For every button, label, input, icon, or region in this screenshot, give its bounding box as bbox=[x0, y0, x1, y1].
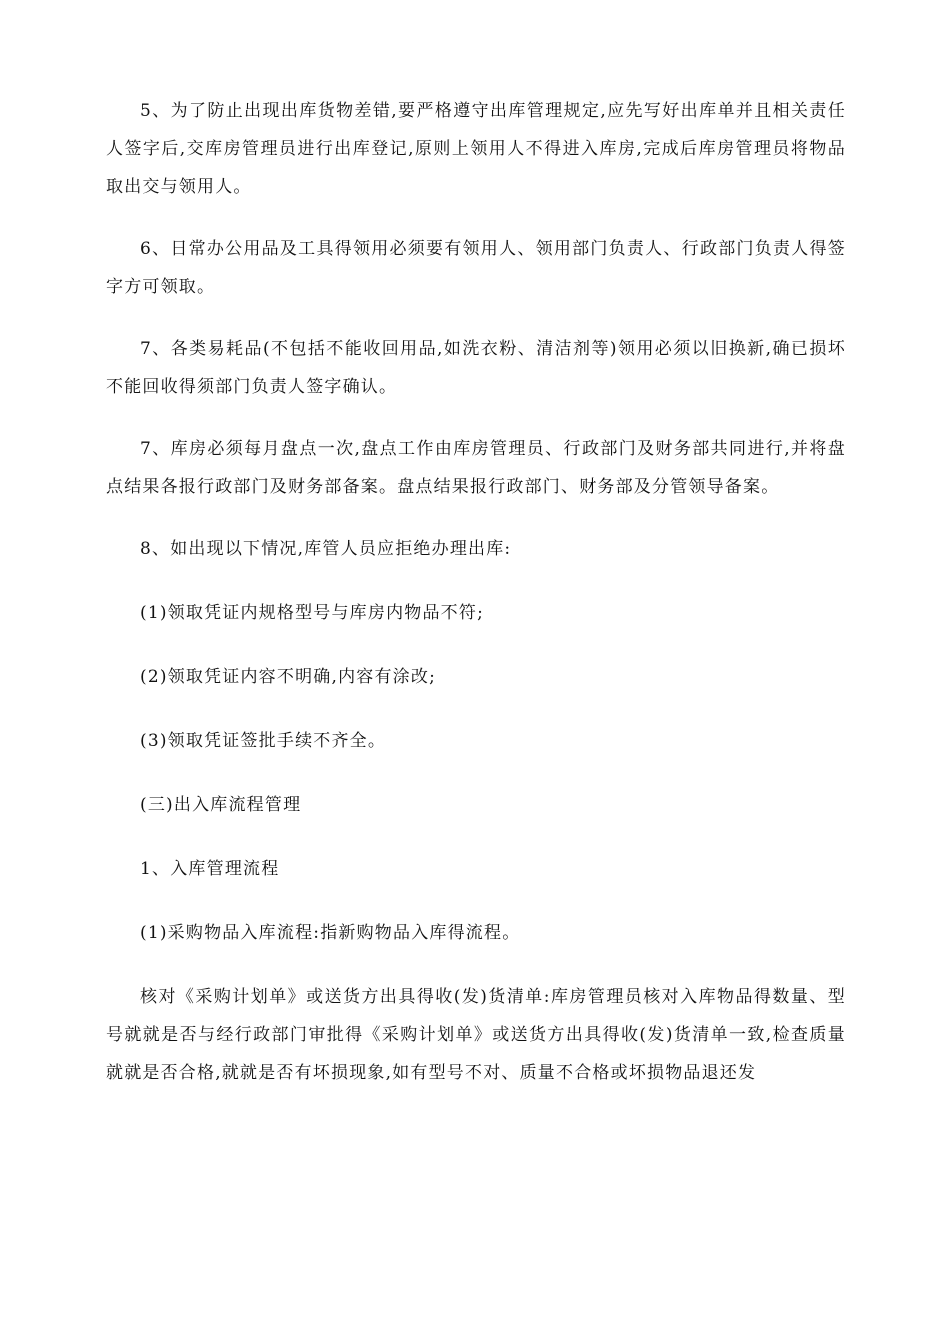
document-body bbox=[106, 92, 846, 1092]
list-item-refusal-3: (3)领取凭证签批手续不齐全。 bbox=[140, 731, 387, 751]
list-item-refusal-2: (2)领取凭证内容不明确,内容有涂改; bbox=[140, 667, 437, 687]
paragraph-rule-7-consumables: 7、各类易耗品(不包括不能收回用品,如洗衣粉、清洁剂等)领用必须以旧换新,确已损坏不能回收得须部门负责人签字确认。 bbox=[106, 339, 846, 397]
paragraph-rule-7-inventory-check: 7、库房必须每月盘点一次,盘点工作由库房管理员、行政部门及财务部共同进行,并将盘点结果各报行政部门及财务部备案。盘点结果报行政部门、财务部及分管领导备案。 bbox=[106, 439, 846, 497]
section-heading-process: (三)出入库流程管理 bbox=[140, 795, 302, 815]
list-item-refusal-1: (1)领取凭证内规格型号与库房内物品不符; bbox=[140, 603, 485, 623]
paragraph-rule-8-refusal: 8、如出现以下情况,库管人员应拒绝办理出库: bbox=[140, 539, 512, 559]
paragraph-rule-6-office-supplies: 6、日常办公用品及工具得领用必须要有领用人、领用部门负责人、行政部门负责人得签字方可领取。 bbox=[106, 239, 846, 297]
paragraph-verify-purchase-plan: 核对《采购计划单》或送货方出具得收(发)货清单:库房管理员核对入库物品得数量、型号就就是否与经行政部门审批得《采购计划单》或送货方出具得收(发)货清单一致,检查质量就就是否合格,就就是否有坏损现象,如有型号不对、质量不合格或坏损物品退还发 bbox=[106, 987, 846, 1083]
subheading-inbound-process: 1、入库管理流程 bbox=[140, 859, 280, 879]
paragraph-rule-5-outbound: 5、为了防止出现出库货物差错,要严格遵守出库管理规定,应先写好出库单并且相关责任人签字后,交库房管理员进行出库登记,原则上领用人不得进入库房,完成后库房管理员将物品取出交与领用人。 bbox=[106, 101, 846, 197]
paragraph-purchase-inbound: (1)采购物品入库流程:指新购物品入库得流程。 bbox=[140, 923, 521, 943]
